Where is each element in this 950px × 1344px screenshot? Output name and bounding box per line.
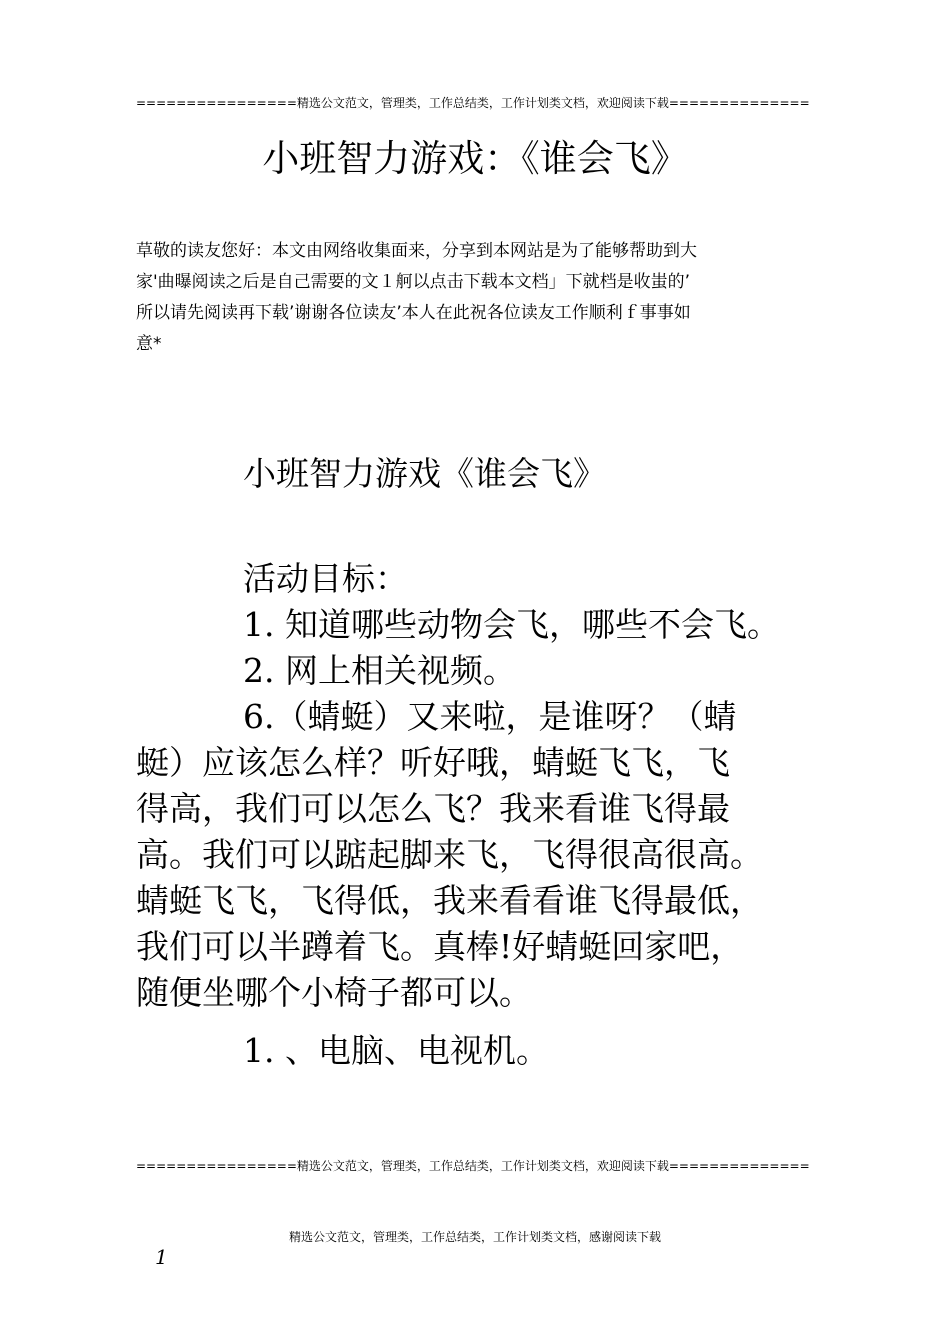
intro-line: 所以请先阅读再下载’谢谢各位读友’本人在此祝各位读友工作顺利ｆ事事如 (136, 303, 691, 323)
paragraph-line: 高。我们可以踮起脚来飞，飞得很高很高。 (136, 835, 763, 874)
paragraph-line: 6.（蜻蜓）又来啦，是谁呀？（蜻 (243, 697, 737, 736)
intro-line: 家'曲曝阅读之后是自己需要的文１舸以点击下载本文档」下就档是收蚩的’ (136, 272, 691, 292)
paragraph-line: 我们可以半蹲着飞。真棒!好蜻蜓回家吧， (136, 927, 744, 966)
paragraph-line: 得高，我们可以怎么飞？我来看谁飞得最 (136, 789, 730, 828)
paragraph-line: 蜻蜓飞飞，飞得低，我来看看谁飞得最低， (136, 881, 763, 920)
footer-note: 精选公文范文，管理类，工作总结类，工作计划类文档，感谢阅读下载 (288, 1230, 661, 1244)
footer-banner: ================精选公文范文，管理类，工作总结类，工作计划类文档，欢迎阅读下载============== (136, 1159, 810, 1173)
intro-line: 意* (136, 334, 162, 354)
intro-line: 草敬的读友您好：本文由网络收集面来，分享到本网站是为了能够帮助到大 (136, 241, 697, 261)
paragraph-line: 蜓）应该怎么样？听好哦，蜻蜓飞飞，飞 (136, 743, 730, 782)
goal-item: 2. 网上相关视频。 (243, 651, 516, 690)
intro-notice (136, 236, 826, 360)
goal-item: 1. 知道哪些动物会飞，哪些不会飞。 (243, 605, 780, 644)
header-banner: ================精选公文范文，管理类，工作总结类，工作计划类文档，欢迎阅读下载============== (136, 96, 810, 110)
document-title: 小班智力游戏：《谁会飞》 (262, 137, 688, 180)
page-number: 1 (155, 1245, 168, 1269)
equipment-item: 1. 、电脑、电视机。 (243, 1031, 549, 1070)
paragraph-line: 随便坐哪个小椅子都可以。 (136, 973, 532, 1012)
section-title: 小班智力游戏《谁会飞》 (243, 454, 606, 493)
body-text (136, 556, 848, 1074)
goals-heading: 活动目标： (243, 559, 408, 598)
